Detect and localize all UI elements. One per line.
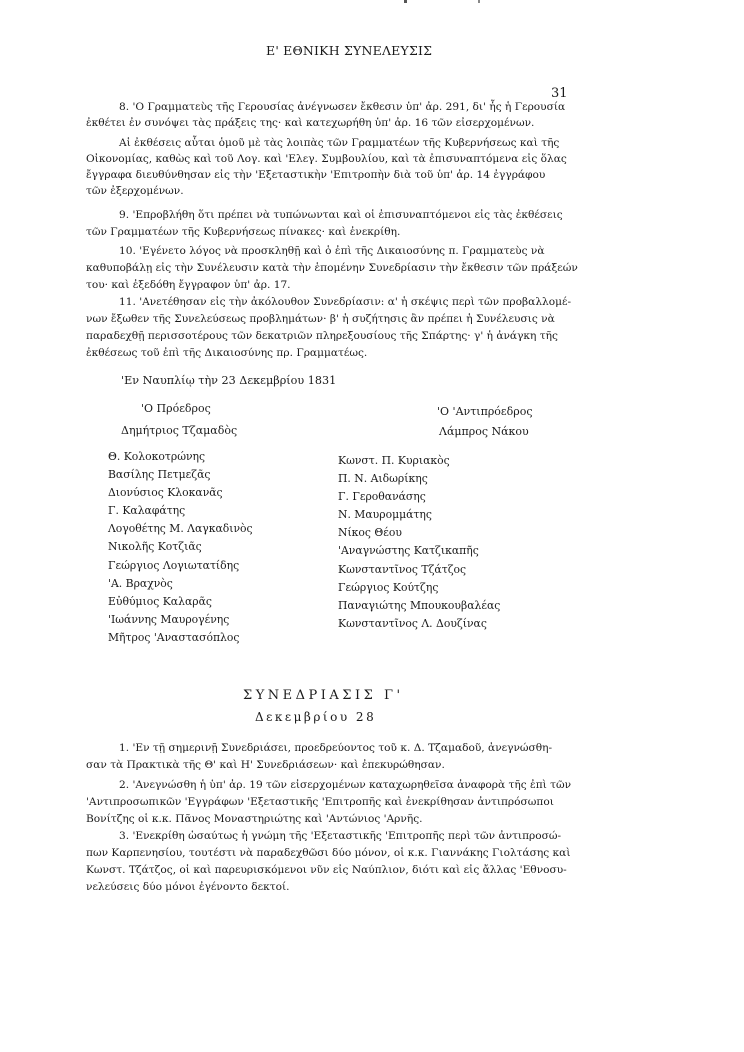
text-line: του· καὶ ἐξεδόθη ἔγγραφον ὑπ' ἀρ. 17.: [86, 279, 291, 291]
signatory: Θ. Κολοκοτρώνης: [108, 450, 206, 463]
text-line: 11. 'Ανετέθησαν εἰς τὴν ἀκόλουθον Συνεδρίασιν: α' ἡ σκέψις περὶ τῶν προβαλλομέ-: [119, 296, 572, 308]
signatory: Νίκος Θέου: [338, 526, 402, 540]
signatory: Γ. Καλαφάτης: [108, 504, 186, 518]
place-date: 'Εν Ναυπλίῳ τὴν 23 Δεκεμβρίου 1831: [121, 374, 337, 387]
signatory: Κωνστ. Π. Κυριακὸς: [338, 454, 450, 467]
text-line: ἐκθέτει ἐν συνόψει τὰς πράξεις της· καὶ κατεχωρήθη ὑπ' ἀρ. 16 τῶν εἰσερχομένων.: [86, 117, 535, 129]
paragraph-10: [86, 241, 578, 295]
text-line: 9. 'Επροβλήθη ὅτι πρέπει νὰ τυπώνωνται καὶ οἱ ἐπισυναπτόμενοι εἰς τὰς ἐκθέσεις: [119, 209, 563, 221]
vice-president-name: Λάμπρος Νάκου: [439, 425, 529, 438]
signatory: Νικολῆς Κοτζιᾶς: [108, 540, 202, 554]
session-date: Δεκεμβρίου 28: [255, 710, 377, 724]
signatory: Γεώργιος Λογιωτατίδης: [108, 558, 240, 572]
paragraph-8: [86, 97, 568, 201]
paragraph-s2-1: [86, 738, 568, 775]
text-line: τῶν ἐξερχομένων.: [86, 185, 184, 197]
text-line: ἐκθέσεως τοῦ ἐπὶ τῆς Δικαιοσύνης πρ. Γραμματέως.: [86, 347, 368, 359]
text-line: 3. 'Ενεκρίθη ὡσαύτως ἡ γνώμη τῆς 'Εξεταστικῆς 'Επιτροπῆς περὶ τῶν ἀντιπροσώ-: [119, 830, 562, 842]
text-line: παραδεχθῇ περισσοτέρους τῶν δεκατριῶν πληρεξουσίους τῆς Σπάρτης· γ' ἡ ἀνάγκη τῆς: [86, 330, 558, 342]
text-line: 10. 'Εγένετο λόγος νὰ προσκληθῇ καὶ ὁ ἐπὶ τῆς Δικαιοσύνης π. Γραμματεὺς νὰ: [119, 245, 545, 257]
text-line: σαν τὰ Πρακτικὰ τῆς Θ' καὶ Η' Συνεδριάσεων· καὶ ἐπεκυρώθησαν.: [86, 759, 445, 771]
signatory: 'Ιωάννης Μαυρογένης: [108, 612, 230, 626]
text-line: 'Αντιπροσωπικῶν 'Εγγράφων 'Εξεταστικῆς 'Επιτροπῆς καὶ ἐνεκρίθησαν ἀντιπρόσωποι: [86, 796, 554, 808]
text-line: νων ἔξωθεν τῆς Συνελεύσεως προβλημάτων· β' ἡ συζήτησις ἂν πρέπει ἡ Συνέλευσις νὰ: [86, 313, 555, 325]
scan-mark: [404, 0, 407, 3]
paragraph-s2-2: [86, 775, 572, 829]
text-line: Αἱ ἐκθέσεις αὗται ὁμοῦ μὲ τὰς λοιπὰς τῶν Γραμματέων τῆς Κυβερνήσεως καὶ τῆς: [119, 137, 560, 149]
text-line: Κωνστ. Τζάτζος, οἱ καὶ παρευρισκόμενοι νῦν εἰς Ναύπλιον, διότι καὶ εἰς ἄλλας 'Εθνοσυ-: [86, 864, 567, 876]
running-header: Ε' ΕΘΝΙΚΗ ΣΥΝΕΛΕΥΣΙΣ: [266, 43, 433, 58]
signatory: 'Αναγνώστης Κατζικαπῆς: [338, 544, 479, 558]
signatory: Παναγιώτης Μπουκουβαλέας: [338, 598, 501, 612]
paragraph-11: [86, 292, 572, 363]
text-line: πων Καρπενησίου, τουτέστι νὰ παραδεχθῶσι δύο μόνον, οἱ κ.κ. Γιαννάκης Γιολτάσης καὶ: [86, 847, 571, 859]
signatory: Εὐθύμιος Καλαρᾶς: [108, 594, 212, 608]
signatories-left: [108, 448, 253, 647]
signatory: Κωνσταντῖνος Λ. Δουζίνας: [338, 616, 487, 630]
signatory: 'Α. Βραχνὸς: [108, 576, 173, 590]
signatory: Βασίλης Πετμεζᾶς: [108, 468, 211, 482]
text-line: 2. 'Ανεγνώσθη ἡ ὑπ' ἀρ. 19 τῶν εἰσερχομένων καταχωρηθεῖσα ἀναφορὰ τῆς ἐπὶ τῶν: [119, 779, 572, 791]
signatory: Ν. Μαυρομμάτης: [338, 508, 432, 522]
text-line: Βονίτζης οἱ κ.κ. Πᾶνος Μοναστηριώτης καὶ 'Αντώνιος 'Αρνῆς.: [86, 813, 423, 825]
signatory: Γεώργιος Κούτζης: [338, 580, 439, 594]
text-line: Οἰκονομίας, καθὼς καὶ τοῦ Λογ. καὶ 'Ελεγ. Συμβουλίου, καὶ τὰ ἐπισυναπτόμενα εἰς ὅλας: [86, 153, 567, 165]
vice-president-title: 'Ο 'Αντιπρόεδρος: [437, 405, 533, 418]
signatory: Κωνσταντῖνος Τζάτζος: [338, 562, 467, 576]
page-number: 31: [551, 86, 568, 101]
text-line: ἔγγραφα διευθύνθησαν εἰς τὴν 'Εξεταστικὴν 'Επιτροπὴν διὰ τοῦ ὑπ' ἀρ. 14 ἐγγράφου: [86, 169, 546, 181]
scan-mark: [478, 0, 480, 3]
paragraph-s2-3: [86, 826, 571, 897]
signatory: Μῆτρος 'Αναστασόπλος: [108, 630, 240, 644]
signatory: Γ. Γεροθανάσης: [338, 490, 426, 504]
signatory: Λογοθέτης Μ. Λαγκαδινὸς: [108, 522, 253, 536]
text-line: τῶν Γραμματέων τῆς Κυβερνήσεως πίνακες· καὶ ἐνεκρίθη.: [86, 226, 401, 238]
signatory: Π. Ν. Αιδωρίκης: [338, 472, 428, 486]
paragraph-9: [86, 205, 568, 242]
president-name: Δημήτριος Τζαμαδὸς: [121, 424, 238, 437]
text-line: 8. 'Ο Γραμματεὺς τῆς Γερουσίας ἀνέγνωσεν ἔκθεσιν ὑπ' ἀρ. 291, δι' ἧς ἡ Γερουσία: [119, 101, 566, 113]
signatories-right: [338, 452, 500, 633]
text-line: νελεύσεις δύο μόνοι ἐγένοντο δεκτοί.: [86, 881, 290, 893]
signatory: Διονύσιος Κλοκανᾶς: [108, 486, 223, 500]
text-line: καθυποβάλῃ εἰς τὴν Συνέλευσιν κατὰ τὴν ἑπομένην Συνεδρίασιν τὴν ἔκθεσιν τῶν πράξεών: [86, 262, 578, 274]
text-line: 1. 'Εν τῇ σημερινῇ Συνεδριάσει, προεδρεύοντος τοῦ κ. Δ. Τζαμαδοῦ, ἀνεγνώσθη-: [119, 742, 553, 754]
session-title: ΣΥΝΕΔΡΙΑΣΙΣ Γ': [243, 688, 404, 703]
president-title: 'Ο Πρόεδρος: [141, 402, 211, 415]
